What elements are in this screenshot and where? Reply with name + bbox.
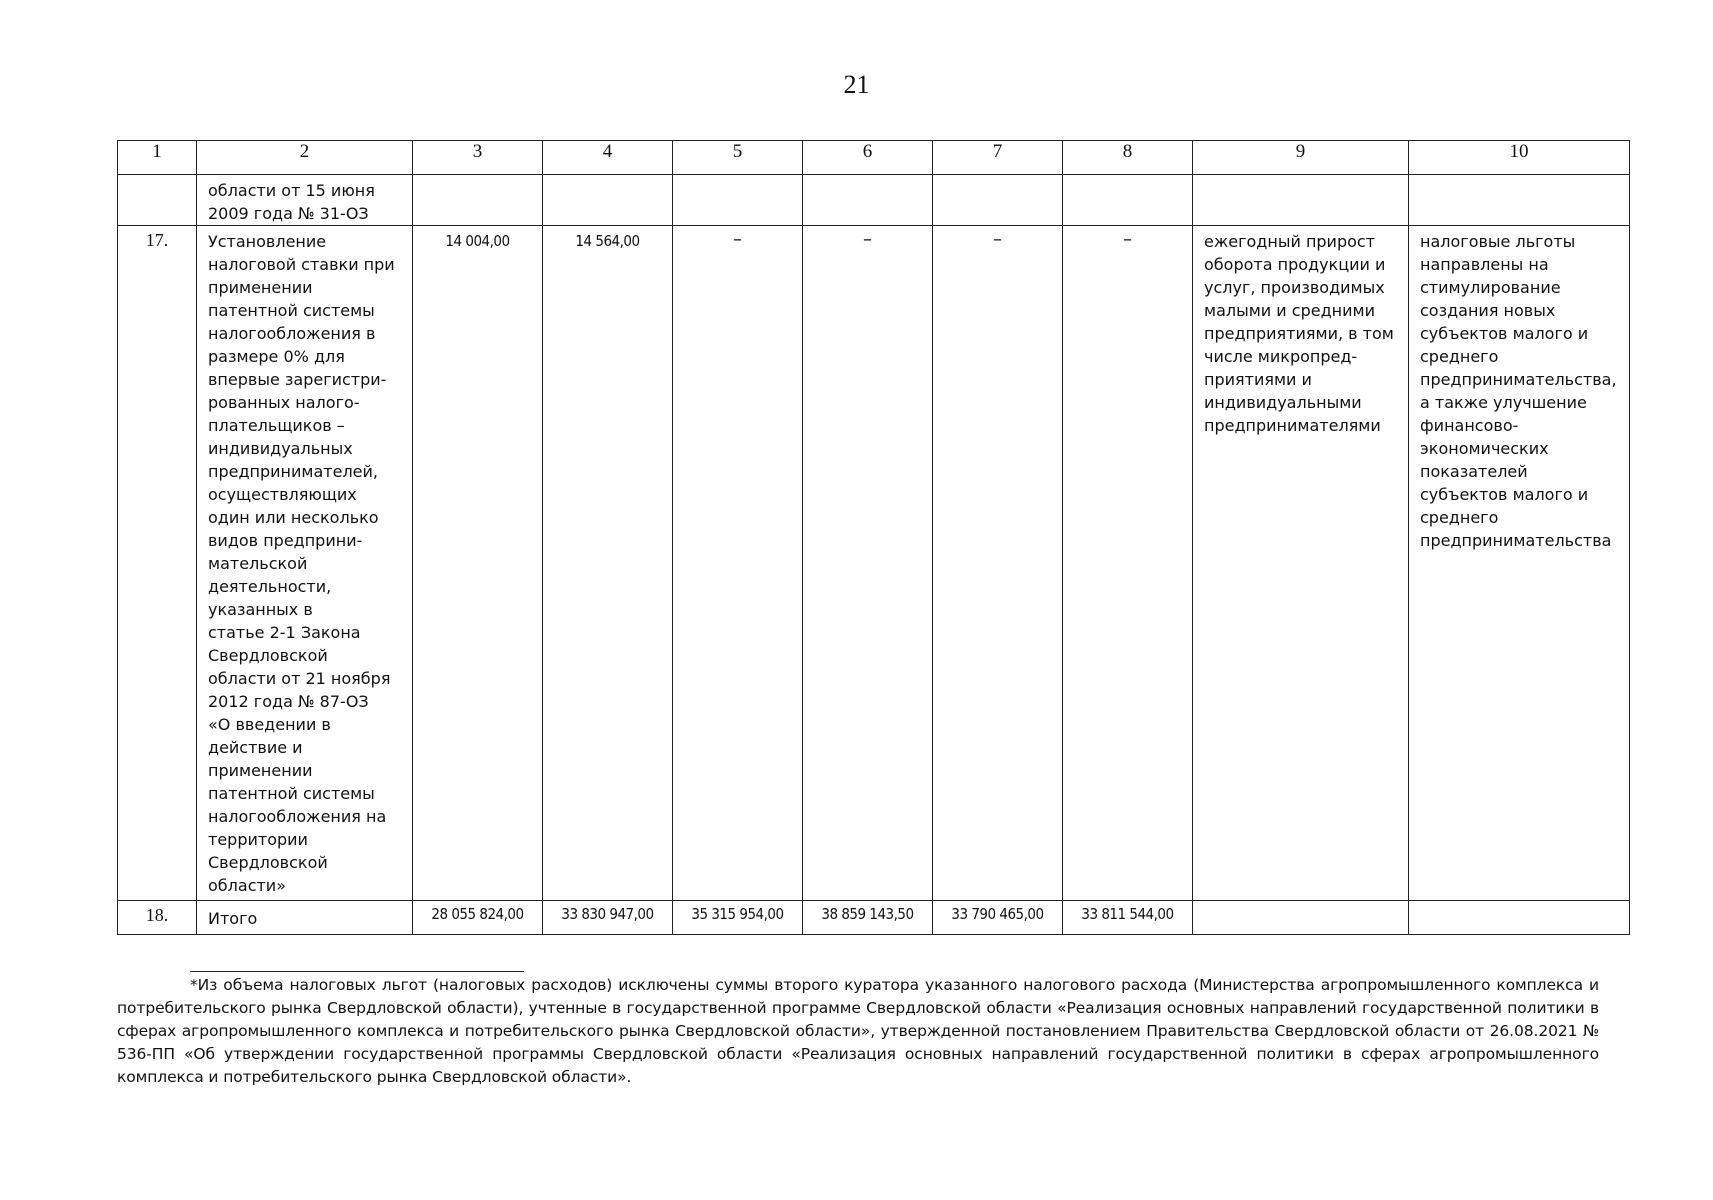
table-cell <box>543 901 673 935</box>
table-cell <box>803 901 933 935</box>
table-cell <box>673 175 803 226</box>
cell-text: Итого <box>208 909 258 928</box>
column-header: 2 <box>197 141 413 175</box>
table-cell <box>1063 175 1193 226</box>
tax-expenditure-table <box>117 140 1630 935</box>
table-cell <box>1409 226 1630 901</box>
table-cell <box>197 901 413 935</box>
column-header: 9 <box>1193 141 1409 175</box>
cell-value: 33 811 544,00 <box>1081 905 1174 923</box>
table-cell <box>1193 226 1409 901</box>
table-cell <box>1063 226 1193 901</box>
cell-value: – <box>993 229 1002 250</box>
cell-value: – <box>1123 229 1132 250</box>
cell-value: 14 004,00 <box>445 232 510 250</box>
table-cell <box>1193 901 1409 935</box>
cell-value: 35 315 954,00 <box>691 905 784 923</box>
table-cell <box>197 175 413 226</box>
table-cell <box>413 901 543 935</box>
cell-value: – <box>733 229 742 250</box>
column-header: 1 <box>118 141 197 175</box>
row-number: 17. <box>145 230 169 250</box>
table-cell <box>118 226 197 901</box>
table-cell <box>933 901 1063 935</box>
table-cell <box>1409 175 1630 226</box>
cell-text: налоговые льготы направлены на стимулирование создания новых субъектов малого и среднего предпринимательства, а также улучшение финансово- экономических показателей субъектов малого и среднего предпринимательства <box>1420 232 1617 550</box>
table-row <box>118 175 1630 226</box>
cell-value: 33 830 947,00 <box>561 905 654 923</box>
table-row <box>118 901 1630 935</box>
table-header-row <box>118 141 1630 175</box>
column-header: 3 <box>413 141 543 175</box>
column-header: 7 <box>933 141 1063 175</box>
page-number: 21 <box>843 70 870 99</box>
cell-value: 28 055 824,00 <box>431 905 524 923</box>
table-cell <box>413 226 543 901</box>
column-header: 6 <box>803 141 933 175</box>
table-cell <box>803 226 933 901</box>
table-row <box>118 226 1630 901</box>
table-cell <box>413 175 543 226</box>
table-cell <box>1193 175 1409 226</box>
table-cell <box>118 175 197 226</box>
cell-value: – <box>863 229 872 250</box>
cell-text: ежегодный прирост оборота продукции и услуг, производимых малыми и средними предприятиями, в том числе микропред- приятиями и индивидуальными предпринимателями <box>1204 232 1394 435</box>
table-cell <box>197 226 413 901</box>
table-cell <box>803 175 933 226</box>
footnote-text: *Из объема налоговых льгот (налоговых расходов) исключены суммы второго куратора указанного налогового расхода (Министерства агропромышленного комплекса и потребительского рынка Свердловской области), учтенные в государственной программе Свердловской области «Реализация основных направлений государственной политики в сферах агропромышленного комплекса и потребительского рынка Свердловской области», утвержденной постановлением Правительства Свердловской области от 26.08.2021 № 536-ПП «Об утверждении государственной программы Свердловской области «Реализация основных направлений государственной политики в сферах агропромышленного комплекса и потребительского рынка Свердловской области». <box>117 976 1599 1086</box>
cell-text: Установление налоговой ставки при применении патентной системы налогообложения в размере 0% для впервые зарегистри- рованных налого- плательщиков – индивидуальных предпринимателей, осуществляющих один или несколько видов предприни- мательской деятельности, указанных в статье 2-1 Закона Свердловской области от 21 ноября 2012 года № 87-ОЗ «О введении в действие и применении патентной системы налогообложения на территории Свердловской области» <box>208 232 395 895</box>
table-cell <box>1409 901 1630 935</box>
table-cell <box>673 226 803 901</box>
table-cell <box>118 901 197 935</box>
table-cell <box>933 175 1063 226</box>
column-header: 8 <box>1063 141 1193 175</box>
row-number: 18. <box>145 905 169 925</box>
table-cell <box>673 901 803 935</box>
column-header: 5 <box>673 141 803 175</box>
column-header: 4 <box>543 141 673 175</box>
table-cell <box>933 226 1063 901</box>
cell-value: 33 790 465,00 <box>951 905 1044 923</box>
table-cell <box>1063 901 1193 935</box>
column-header: 10 <box>1409 141 1630 175</box>
footnote-separator <box>190 971 524 972</box>
table-cell <box>543 175 673 226</box>
cell-text: области от 15 июня 2009 года № 31-ОЗ <box>208 181 375 223</box>
table-cell <box>543 226 673 901</box>
cell-value: 38 859 143,50 <box>821 905 914 923</box>
cell-value: 14 564,00 <box>575 232 640 250</box>
